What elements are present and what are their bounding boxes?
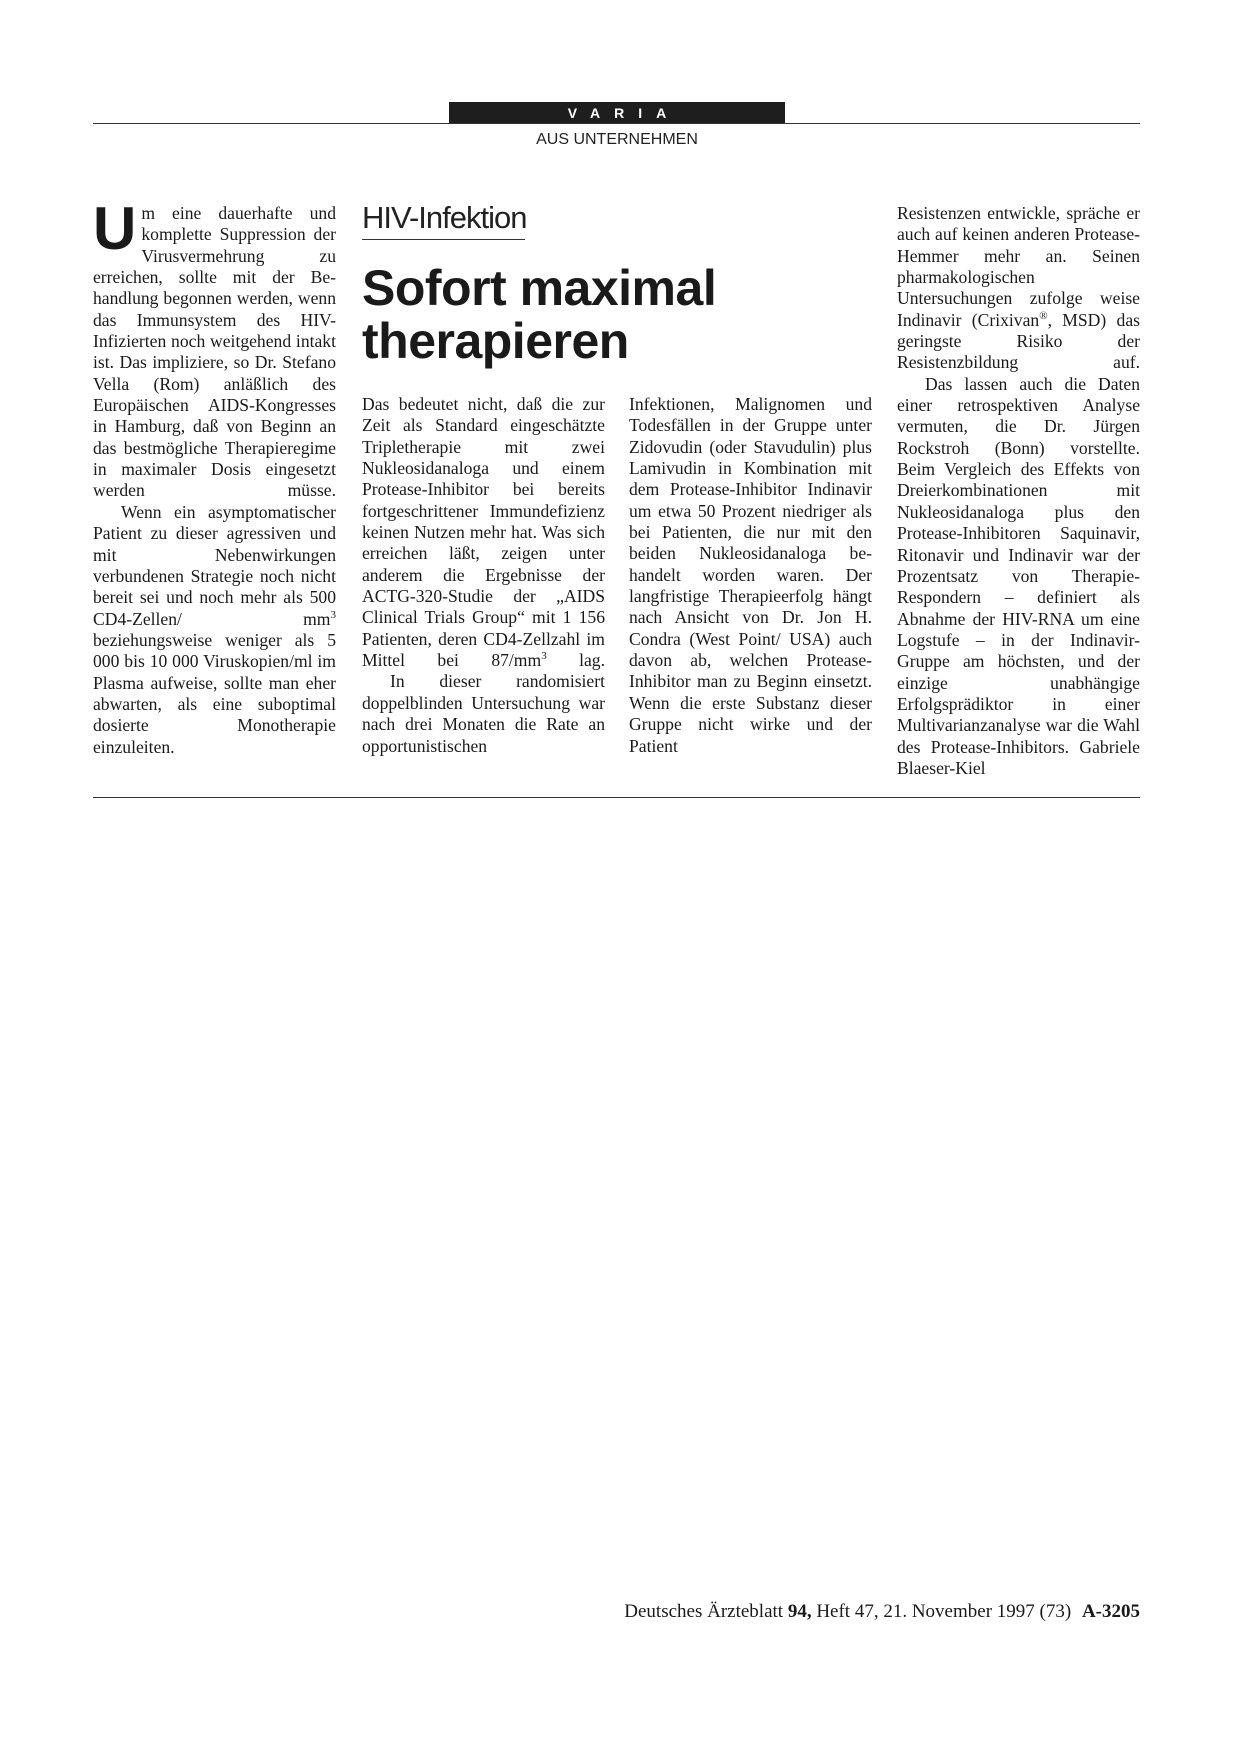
journal-name: Deutsches Ärzteblatt	[624, 1601, 784, 1622]
paragraph-text: beziehungsweise weniger als 5 000 bis 10 000 Viruskopien/ml im Plasma aufweise, sollte man eher abwarten, als eine suboptimal dosierte Monotherapie einzuleiten.	[93, 629, 336, 757]
paragraph	[362, 671, 605, 756]
article-author: Gabriele Blaeser-Kiel	[897, 736, 1140, 778]
paragraph-text: , MSD) das geringste Risiko der Resistenzbildung auf.	[897, 309, 1140, 373]
text-column-4	[897, 203, 1140, 779]
paragraph-text: In dieser randomisiert doppelblinden Untersuchung war nach drei Monaten die Rate an opportunistischen	[362, 671, 605, 756]
section-label: VARIA	[449, 102, 785, 124]
paragraph	[897, 374, 1140, 780]
journal-volume: 94,	[787, 1601, 812, 1622]
headline-line: therapieren	[362, 313, 629, 369]
paragraph	[897, 203, 1140, 374]
text-column-3	[629, 394, 872, 757]
paragraph-text: Infektionen, Malignomen und Todesfällen in der Gruppe unter Zidovudin (oder Stavudulin) plus Lamivudin in Kombination mit dem Protease-Inhibitor Indinavir um etwa 50 Prozent niedriger als bei Patienten, die nur mit den beiden Nukleosidanaloga behandelt worden waren. Der langfristige Therapieerfolg hängt nach Ansicht von Dr. Jon H. Condra (West Point/ USA) auch davon ab, welchen Protease-Inhibitor man zu Beginn einsetzt. Wenn die erste Substanz dieser Gruppe nicht wirke und der Patient	[629, 394, 872, 756]
article-end-rule	[93, 797, 1140, 798]
page-footer	[624, 1600, 1140, 1624]
page-number: A-3205	[1081, 1601, 1140, 1622]
paragraph-text: Das bedeutet nicht, daß die zur Zeit als Standard eingeschätzte Tripletherapie mit zwei Nukleosidanaloga und einem Protease-Inhibitor bei bereits fortgeschrittener Immundefizienz keinen Nutzen mehr hat. Was sich erreichen läßt, zeigen unter anderem die Ergebnisse der ACTG-320-Studie der „AIDS Clinical Trials Group“ mit 1 156 Patienten, deren CD4-Zellzahl im Mittel bei 87/mm	[362, 394, 605, 671]
article-kicker: HIV-Infektion	[362, 200, 527, 235]
text-column-2	[362, 394, 605, 757]
text-column-1	[93, 195, 336, 758]
issue-date: Heft 47, 21. November 1997 (73)	[816, 1601, 1072, 1622]
headline-line: Sofort maximal	[362, 260, 717, 316]
registered-mark: ®	[1039, 309, 1048, 322]
paragraph-text: Das lassen auch die Daten einer retrospektiven Analyse vermuten, die Dr. Jürgen Rockstroh (Bonn) vorstellte. Beim Vergleich des Effekts von Dreierkombinationen mit Nukleosidanaloga plus den Protease-Inhibitoren Saquinavir, Ritonavir und Indinavir war der Prozentsatz von Therapie-Respondern – definiert als Abnahme der HIV-RNA um eine Logstufe – in der Indinavir-Gruppe am höchsten, und der einzige unabhängige Erfolgsprädiktor in einer Multivarianzanalyse war die Wahl des Protease-Inhibitors.	[897, 373, 1140, 757]
paragraph	[629, 394, 872, 757]
paragraph-text: Resistenzen entwickle, spräche er auch auf keinen anderen Protease-Hemmer mehr an. Seinen pharmakologischen Untersuchungen zufolge weise Indinavir (Crixivan	[897, 203, 1140, 330]
superscript: 3	[541, 650, 547, 663]
article-headline	[362, 262, 782, 368]
drop-cap: U	[93, 195, 137, 262]
paragraph	[362, 394, 605, 671]
superscript: 3	[330, 608, 336, 621]
paragraph	[93, 502, 336, 758]
header-rule	[93, 123, 1140, 124]
paragraph-text: Wenn ein asymptomatischer Patient zu dieser agressiven und mit Nebenwirkungen verbundenen Strategie noch nicht bereit sei und noch mehr als 500 CD4-Zellen/ mm	[93, 501, 336, 629]
subsection-label: AUS UNTERNEHMEN	[536, 131, 698, 148]
kicker-underline	[362, 239, 525, 240]
paragraph	[93, 195, 336, 502]
paragraph-text: m eine dauerhafte und komplette Suppression der Virusvermehrung zu erreichen, sollte mit der Behandlung begonnen werden, wenn das Immunsystem des HIV-Infizierten noch weitgehend intakt ist. Das impliziere, so Dr. Stefano Vella (Rom) anläßlich des Europäischen AIDS-Kongresses in Hamburg, daß von Beginn an das bestmögliche Therapieregime in maximaler Dosis eingesetzt werden müsse.	[93, 203, 336, 501]
paragraph-text: lag.	[546, 650, 605, 671]
